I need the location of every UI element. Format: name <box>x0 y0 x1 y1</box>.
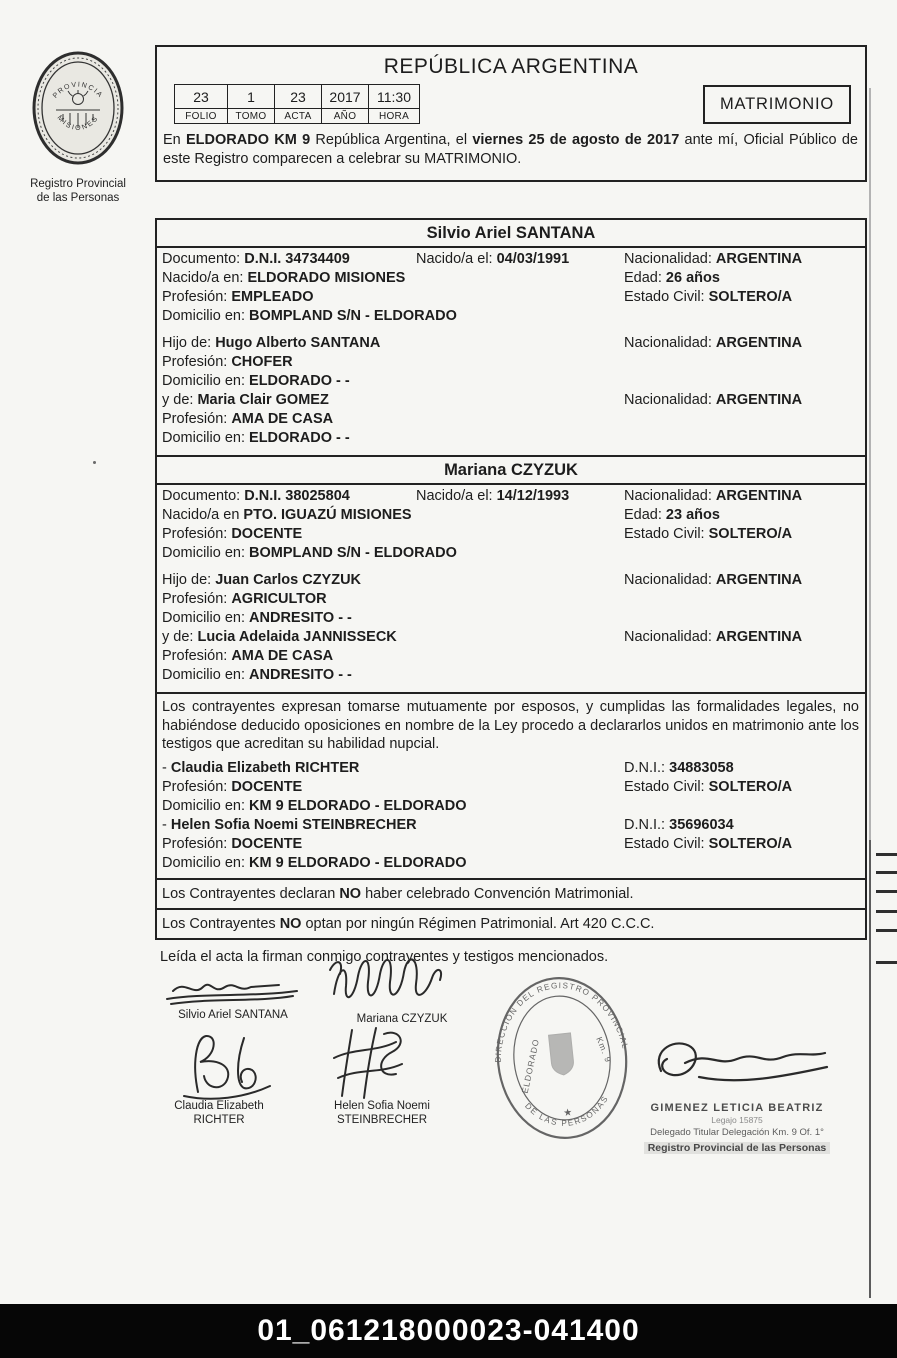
field-label: - <box>162 759 171 776</box>
mother-field <box>162 391 329 410</box>
field-label: Nacionalidad: <box>624 335 716 351</box>
registry-labels-row <box>175 109 420 124</box>
witness1-signature-label <box>158 1100 280 1127</box>
birthplace-field <box>162 269 405 288</box>
field-value: PTO. IGUAZÚ MISIONES <box>243 507 412 523</box>
detail-row <box>162 506 859 525</box>
witness-civil-field <box>624 835 859 854</box>
declaration-line <box>157 878 865 908</box>
field-label: Profesión: <box>162 354 232 370</box>
detail-row <box>162 487 859 506</box>
bride-details <box>157 485 865 694</box>
declaration-text: optan por ningún Régimen Patrimonial. Art 420 C.C.C. <box>301 915 655 932</box>
field-label: Nacido/a el: <box>416 251 497 267</box>
mother-address-field <box>162 429 350 448</box>
stamp-bottom-ring-text: DE LAS PERSONAS <box>523 1093 611 1128</box>
nationality-field <box>624 487 859 506</box>
civil-status-field <box>624 525 859 544</box>
father-profession-field <box>162 590 327 609</box>
field-label: Edad: <box>624 270 666 286</box>
detail-row <box>162 353 859 372</box>
declaration-text: Los Contrayentes declaran <box>162 885 340 902</box>
profession-field <box>162 525 302 544</box>
registry-folio-value: 23 <box>175 85 228 109</box>
registry-acta-value: 23 <box>275 85 322 109</box>
field-label: Domicilio en: <box>162 308 250 324</box>
registration-tick <box>876 929 897 932</box>
field-label: Domicilio en: <box>162 430 250 446</box>
field-value: ARGENTINA <box>715 251 803 267</box>
witness-row <box>162 797 859 816</box>
field-value: ARGENTINA <box>715 629 803 645</box>
field-label: Profesión: <box>162 591 232 607</box>
field-label: Domicilio en: <box>162 854 250 871</box>
declaration-text: Los Contrayentes <box>162 915 280 932</box>
witness-row <box>162 816 859 835</box>
field-label: Domicilio en: <box>162 667 250 683</box>
detail-row <box>162 307 859 326</box>
declaration-no: NO <box>279 915 302 932</box>
field-label: Nacido/a en <box>162 507 244 523</box>
bride-name-heading: Mariana CZYZUK <box>157 457 865 485</box>
age-field <box>624 506 859 525</box>
mother-profession-field <box>162 647 333 666</box>
country-title: REPÚBLICA ARGENTINA <box>383 55 639 78</box>
father-field <box>162 334 380 353</box>
field-label: Nacido/a en: <box>162 270 248 286</box>
groom-details <box>157 248 865 457</box>
record-box <box>155 218 867 940</box>
mother-nationality-field <box>624 391 859 410</box>
detail-row <box>162 647 859 666</box>
detail-row <box>162 410 859 429</box>
field-label: Profesión: <box>162 526 232 542</box>
groom-name-heading: Silvio Ariel SANTANA <box>157 220 865 248</box>
field-label: Profesión: <box>162 778 232 795</box>
field-value: ARGENTINA <box>715 572 803 588</box>
signer-name: Mariana CZYZUK <box>356 1013 448 1025</box>
field-value: AMA DE CASA <box>231 411 334 427</box>
field-label: y de: <box>162 392 198 408</box>
field-value: ANDRESITO - - <box>249 610 352 626</box>
witness2-signature-label <box>312 1100 452 1127</box>
field-value: DOCENTE <box>231 778 303 795</box>
registry-hora-value: 11:30 <box>369 85 420 109</box>
scan-speck <box>93 461 96 464</box>
signer-name: RICHTER <box>193 1113 245 1126</box>
field-label: Hijo de: <box>162 335 216 351</box>
field-value: 04/03/1991 <box>496 251 570 267</box>
field-value: 34883058 <box>669 759 734 776</box>
field-label: Estado Civil: <box>624 289 709 305</box>
witness-row <box>162 759 859 778</box>
field-label: Documento: <box>162 488 245 504</box>
registration-tick <box>876 961 897 964</box>
field-value: 23 años <box>665 507 720 523</box>
seal-top-text: PROVINCIA <box>51 81 105 100</box>
field-label: y de: <box>162 629 198 645</box>
intro-place: ELDORADO KM 9 <box>186 132 311 148</box>
detail-row <box>162 288 859 307</box>
field-label: Nacionalidad: <box>624 488 716 504</box>
field-label: - <box>162 816 171 833</box>
field-value: 14/12/1993 <box>496 488 570 504</box>
profession-field <box>162 288 314 307</box>
detail-row <box>162 666 859 685</box>
field-value: SOLTERO/A <box>708 778 793 795</box>
header-section <box>155 45 867 182</box>
field-value: BOMPLAND S/N - ELDORADO <box>249 545 457 561</box>
registry-table <box>174 84 420 124</box>
field-value: Juan Carlos CZYZUK <box>215 572 362 588</box>
nationality-field <box>624 250 859 269</box>
signer-name: STEINBRECHER <box>336 1113 428 1126</box>
father-address-field <box>162 372 350 391</box>
field-value: D.N.I. 38025804 <box>244 488 350 504</box>
father-field <box>162 571 361 590</box>
intro-date: viernes 25 de agosto de 2017 <box>472 132 680 148</box>
bride-signature <box>328 950 473 1012</box>
detail-row <box>162 269 859 288</box>
field-value: ELDORADO - - <box>249 430 350 446</box>
field-value: BOMPLAND S/N - ELDORADO <box>249 308 457 324</box>
mother-profession-field <box>162 410 333 429</box>
witness-civil-field <box>624 778 859 797</box>
detail-row <box>162 391 859 410</box>
detail-row <box>162 525 859 544</box>
intro-seg: En <box>163 132 187 148</box>
field-value: ARGENTINA <box>715 335 803 351</box>
registry-acta-label: ACTA <box>275 109 322 124</box>
detail-row <box>162 571 859 590</box>
stamp-inner-left-text: ELDORADO <box>519 1037 542 1095</box>
signer-name: Silvio Ariel SANTANA <box>178 1009 288 1021</box>
civil-status-field <box>624 288 859 307</box>
field-label: Profesión: <box>162 835 232 852</box>
field-label: Nacido/a el: <box>416 488 497 504</box>
birthdate-field <box>416 487 569 506</box>
field-label: Nacionalidad: <box>624 572 716 588</box>
registration-tick <box>876 853 897 856</box>
registry-row <box>157 81 865 124</box>
field-value: ARGENTINA <box>715 488 803 504</box>
father-nationality-field <box>624 334 859 353</box>
registry-tomo-label: TOMO <box>228 109 275 124</box>
birthplace-field <box>162 506 412 525</box>
seal-caption-line1: Registro Provincial <box>30 178 126 190</box>
registration-tick <box>876 910 897 913</box>
field-value: Maria Clair GOMEZ <box>197 392 329 408</box>
detail-row <box>162 429 859 448</box>
field-label: Profesión: <box>162 648 232 664</box>
groom-signature <box>163 973 308 1011</box>
stamp-star: ★ <box>562 1107 573 1120</box>
field-value: Helen Sofia Noemi STEINBRECHER <box>170 816 417 833</box>
birthdate-field <box>416 250 569 269</box>
field-value: 26 años <box>665 270 720 286</box>
field-value: KM 9 ELDORADO - ELDORADO <box>249 854 467 871</box>
field-label: Domicilio en: <box>162 610 250 626</box>
field-label: Nacionalidad: <box>624 251 716 267</box>
declaration-text: haber celebrado Convención Matrimonial. <box>361 885 634 902</box>
stamp-inner-right-text: Km. 9 <box>594 1035 614 1065</box>
field-label: D.N.I.: <box>624 816 670 833</box>
field-value: ARGENTINA <box>715 392 803 408</box>
official-signature <box>633 1033 838 1099</box>
field-value: AMA DE CASA <box>231 648 334 664</box>
seal-caption-line2: de las Personas <box>36 192 120 204</box>
father-profession-field <box>162 353 293 372</box>
witness-profession-field <box>162 835 302 854</box>
field-value: D.N.I. 34734409 <box>244 251 350 267</box>
field-value: SOLTERO/A <box>708 289 793 305</box>
provincial-seal-emblem <box>30 50 126 168</box>
field-value: ANDRESITO - - <box>249 667 352 683</box>
document-field <box>162 250 416 269</box>
field-value: Claudia Elizabeth RICHTER <box>170 759 360 776</box>
field-label: Nacionalidad: <box>624 392 716 408</box>
field-value: KM 9 ELDORADO - ELDORADO <box>249 797 467 814</box>
field-value: Hugo Alberto SANTANA <box>215 335 381 351</box>
witness-dni-field <box>624 759 859 778</box>
witness-row <box>162 854 859 873</box>
document-field <box>162 487 416 506</box>
field-value: CHOFER <box>231 354 293 370</box>
field-label: Nacionalidad: <box>624 629 716 645</box>
field-value: AGRICULTOR <box>231 591 327 607</box>
detail-row <box>162 544 859 563</box>
official-name: GIMENEZ LETICIA BEATRIZ <box>650 1102 824 1114</box>
registry-hora-label: HORA <box>369 109 420 124</box>
main-record <box>155 218 867 965</box>
mother-nationality-field <box>624 628 859 647</box>
provincial-seal <box>30 50 126 205</box>
registration-tick <box>876 871 897 874</box>
official-title: Delegado Titular Delegación Km. 9 Of. 1° <box>650 1127 824 1138</box>
field-label: Hijo de: <box>162 572 216 588</box>
field-value: SOLTERO/A <box>708 835 793 852</box>
witness-address-field <box>162 797 467 816</box>
father-address-field <box>162 609 352 628</box>
witness-row <box>162 778 859 797</box>
official-office: Registro Provincial de las Personas <box>644 1142 831 1154</box>
seal-bottom-text: MISIONES <box>55 114 101 133</box>
field-label: Estado Civil: <box>624 835 709 852</box>
field-value: Lucia Adelaida JANNISSECK <box>197 629 397 645</box>
footer-code-bar <box>0 1304 897 1358</box>
detail-row <box>162 590 859 609</box>
intro-seg: ante mí, Oficial Público de este Registro comparecen a celebrar su MATRIMONIO. <box>163 132 858 167</box>
witness-row <box>162 835 859 854</box>
father-nationality-field <box>624 571 859 590</box>
detail-row <box>162 628 859 647</box>
registration-tick <box>876 890 897 893</box>
mother-address-field <box>162 666 352 685</box>
age-field <box>624 269 859 288</box>
registry-values-row <box>175 85 420 109</box>
scan-edge-line <box>869 840 871 1298</box>
declaration-line <box>157 908 865 938</box>
witnesses-block <box>157 757 865 878</box>
seal-caption <box>30 177 126 205</box>
witness-name-field <box>162 816 417 835</box>
official-stamp-text <box>612 1102 862 1156</box>
detail-row <box>162 609 859 628</box>
declaration-no: NO <box>339 885 362 902</box>
scan-edge-line <box>869 88 871 840</box>
stamp-top-ring-text: DIRECCIÓN DEL REGISTRO PROVINCIAL <box>493 981 630 1063</box>
field-label: Domicilio en: <box>162 373 250 389</box>
registry-folio-label: FOLIO <box>175 109 228 124</box>
field-label: Edad: <box>624 507 666 523</box>
mother-field <box>162 628 397 647</box>
act-type-box: MATRIMONIO <box>703 85 851 124</box>
field-value: SOLTERO/A <box>708 526 793 542</box>
intro-seg: República Argentina, el <box>310 132 473 148</box>
witness-address-field <box>162 854 467 873</box>
official-file-number: Legajo 15875 <box>711 1115 763 1125</box>
field-label: D.N.I.: <box>624 759 670 776</box>
stamp-center-crest <box>549 1033 575 1076</box>
groom-signature-label <box>163 1009 303 1023</box>
footer-code-text: 01_061218000023-041400 <box>257 1314 640 1347</box>
registry-anio-value: 2017 <box>322 85 369 109</box>
field-label: Domicilio en: <box>162 797 250 814</box>
field-label: Profesión: <box>162 411 232 427</box>
witness-dni-field <box>624 816 859 835</box>
closing-line: Leída el acta la firman conmigo contrayentes y testigos mencionados. <box>160 948 609 965</box>
field-value: DOCENTE <box>231 835 303 852</box>
witness-profession-field <box>162 778 302 797</box>
field-value: EMPLEADO <box>231 289 314 305</box>
witness1-signature <box>172 1028 284 1108</box>
registry-tomo-value: 1 <box>228 85 275 109</box>
witness2-signature <box>318 1024 440 1106</box>
detail-row <box>162 372 859 391</box>
union-clause: Los contrayentes expresan tomarse mutuamente por esposos, y cumplidas las formalidades legales, no habiéndose deducido oposiciones en nombre de la Ley procedo a declararlos unidos en matrimonio ante los testigos que acreditan su habilidad nupcial. <box>162 699 859 752</box>
signer-name: Helen Sofia Noemi <box>334 1100 430 1112</box>
field-label: Estado Civil: <box>624 778 709 795</box>
signer-name: Claudia Elizabeth <box>174 1100 264 1112</box>
detail-row <box>162 334 859 353</box>
registry-anio-label: AÑO <box>322 109 369 124</box>
field-label: Profesión: <box>162 289 232 305</box>
detail-row <box>162 250 859 269</box>
field-label: Estado Civil: <box>624 526 709 542</box>
address-field <box>162 544 457 563</box>
field-label: Documento: <box>162 251 245 267</box>
witness-name-field <box>162 759 359 778</box>
field-value: ELDORADO MISIONES <box>247 270 406 286</box>
field-value: 35696034 <box>669 816 734 833</box>
field-value: ELDORADO - - <box>249 373 350 389</box>
field-value: DOCENTE <box>231 526 303 542</box>
address-field <box>162 307 457 326</box>
field-label: Domicilio en: <box>162 545 250 561</box>
intro-paragraph <box>157 124 865 180</box>
